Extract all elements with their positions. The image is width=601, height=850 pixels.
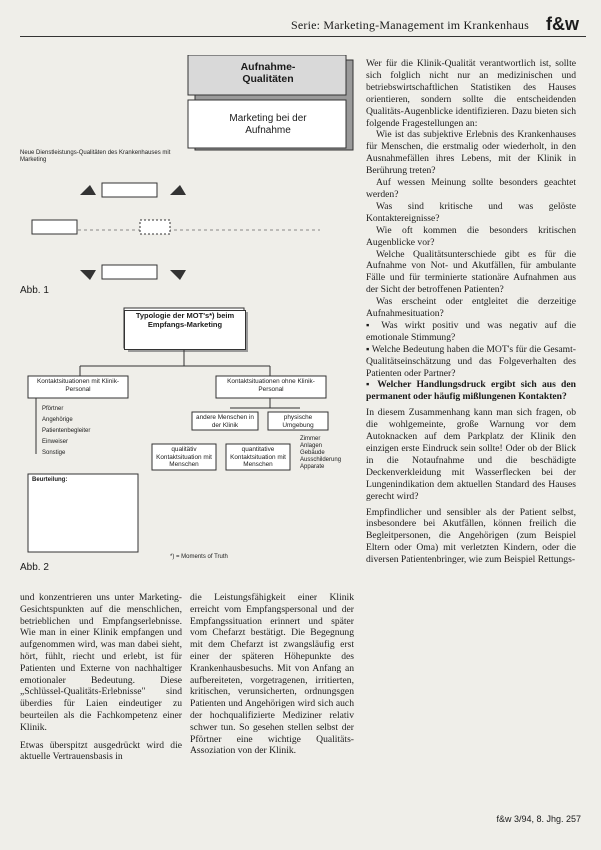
paragraph: Was sind kritische und was gelöste Kontaktereignisse? (366, 200, 576, 224)
paragraph: und konzentrieren uns unter Marketing-Gesichtspunkten auf die menschlichen, betrieblichen und Empfangserlebnisse. Wie man in einer Klinik empfangen und aufgenommen wird, was man dabei sieht, hört, fühlt, riecht und erlebt, ist für Patienten und Externe von nachhaltiger emotionaler Bedeutung. Diese „Schlüssel-Qualitäts-Erlebnisse" sind überdies für Laien eindeutiger zu beurteilen als die Fachkompetenz einer Klinik. (20, 592, 182, 733)
figure-1 (20, 55, 358, 295)
quantitative-box: quantitative Kontaktsituation mit Menschen (230, 446, 286, 468)
paragraph: ▪ Welche Bedeutung haben die MOT's für die Gesamt-Qualitätseinschätzung und das Folgeverhalten des Patienten oder Partner? (366, 343, 576, 379)
figure-2-footnote: *) = Moments of Truth (170, 554, 228, 560)
assessment-label: Beurteilung: (32, 477, 68, 483)
paragraph: die Leistungsfähigkeit einer Klinik erreicht vom Empfangspersonal und der Empfangssituation erinnert und später vom Chefarzt bestätigt. Die Begegnung mit dem Chefarzt ist zwangsläufig erst einer der späteren Höhepunkte des Krankenhausbesuchs. Mit von Anfang an aufbereiteten, vorgetragenen, irritierten, kritischen, verunsicherten, ordnungsgen Patienten und Angehörigen wird sich auch der hochqualifizierte Mediziner relativ schwer tun. So gesehen stellen selbst der Pförtner eine wichtige Qualitäts-Assoziation von der Klinik. (190, 592, 354, 757)
paragraph: Was erscheint oder entgleitet die derzeitige Aufnahmesituation? (366, 296, 576, 320)
series-title: Serie: Marketing-Management im Krankenhaus (291, 18, 529, 32)
figure-1-caption: Abb. 1 (20, 285, 49, 296)
figure-1-legend: Neue Dienstleistungs-Qualitäten des Krankenhauses mit Marketing (20, 150, 171, 163)
figure-1-diagram (20, 55, 358, 295)
bottom-left-column (20, 592, 182, 763)
paragraph: Empfindlicher und sensibler als der Patient selbst, insbesondere bei Akutfällen, können freilich die Begleitpersonen, die Angehörigen (zum Beispiel Eltern oder Oma) mit verletzten Kindern, oder die diversen Patientenbringer, wie zum Beispiel Rettungs- (366, 506, 576, 566)
other-people-box: andere Menschen in der Klinik (196, 414, 254, 429)
contact-without-staff-box: Kontaktsituationen ohne Klinik-Personal (227, 378, 315, 393)
right-column-text (366, 58, 576, 566)
paragraph: Wer für die Klinik-Qualität verantwortlich ist, sollte sich folglich nicht nur an medizinischen und betriebswirtschaftlichen Statistiken des Hauses orientieren, sondern sollte die entscheidenden Qualitäts-Augenblicke identifizieren. Dazu bieten sich folgende Fragestellungen an: (366, 58, 576, 129)
paragraph: Welche Qualitätsunterschiede gibt es für die Aufnahme von Not- und Akutfällen, für ambulante Fälle und für terminierte stationäre Aufnahmen aus der Sicht der betroffenen Patienten? (366, 248, 576, 296)
magazine-logo: f&w (546, 14, 579, 34)
figure-1-title: Aufnahme- Qualitäten (240, 61, 296, 85)
typology-box: Typologie der MOT's*) beim Empfangs-Marketing (124, 310, 246, 350)
qualitative-box: qualitätiv Kontaktsituation mit Menschen (156, 446, 212, 468)
page-footer: f&w 3/94, 8. Jhg. 257 (496, 814, 581, 824)
bottom-mid-column (190, 592, 354, 757)
right-items-list: Zimmer Anlagen Gebäude Ausschilderung Apparate (300, 436, 342, 470)
paragraph: Wie ist das subjektive Erlebnis des Krankenhauses für Menschen, die erstmalig oder wiederholt, in den Ausnahmefällen ihres Lebens, mit der Klinik in Berührung treten? (366, 129, 576, 177)
paragraph: Auf wessen Meinung sollte besonders geachtet werden? (366, 177, 576, 200)
paragraph: ▪ Welcher Handlungsdruck ergibt sich aus den permanent oder häufig mißlungenen Kontakten? (366, 379, 576, 403)
paragraph: In diesem Zusammenhang kann man sich fragen, ob die wohlgemeinte, große Warnung vor dem Autoknacken auf dem Parkplatz der Klinik den einzigen erste Eindruck sein sollte! Oder ob der Blick in die Notaufnahme und die beschädigte Deckenverkleidung mit Wasserflecken bei der Lungenindikation dem aktuellen Standard des Hauses gerecht wird? (366, 407, 576, 502)
paragraph: ▪ Was wirkt positiv und was negativ auf die emotionale Stimmung? (366, 319, 576, 343)
physical-environment-box: physische Umgebung (282, 414, 314, 429)
header-rule (20, 36, 586, 37)
figure-1-subtitle: Marketing bei der Aufnahme (229, 113, 307, 136)
figure-2-caption: Abb. 2 (20, 562, 49, 573)
paragraph: Etwas überspitzt ausgedrückt wird die aktuelle Vertrauensbasis in (20, 739, 182, 763)
figure-2 (20, 304, 358, 574)
paragraph: Wie oft kommen die besonders kritischen Augenblicke vor? (366, 224, 576, 248)
left-items-list: Pförtner Angehörige Patientenbegleiter Einweiser Sonstige (42, 406, 91, 456)
contact-with-staff-box: Kontaktsituationen mit Klinik-Personal (36, 378, 120, 393)
